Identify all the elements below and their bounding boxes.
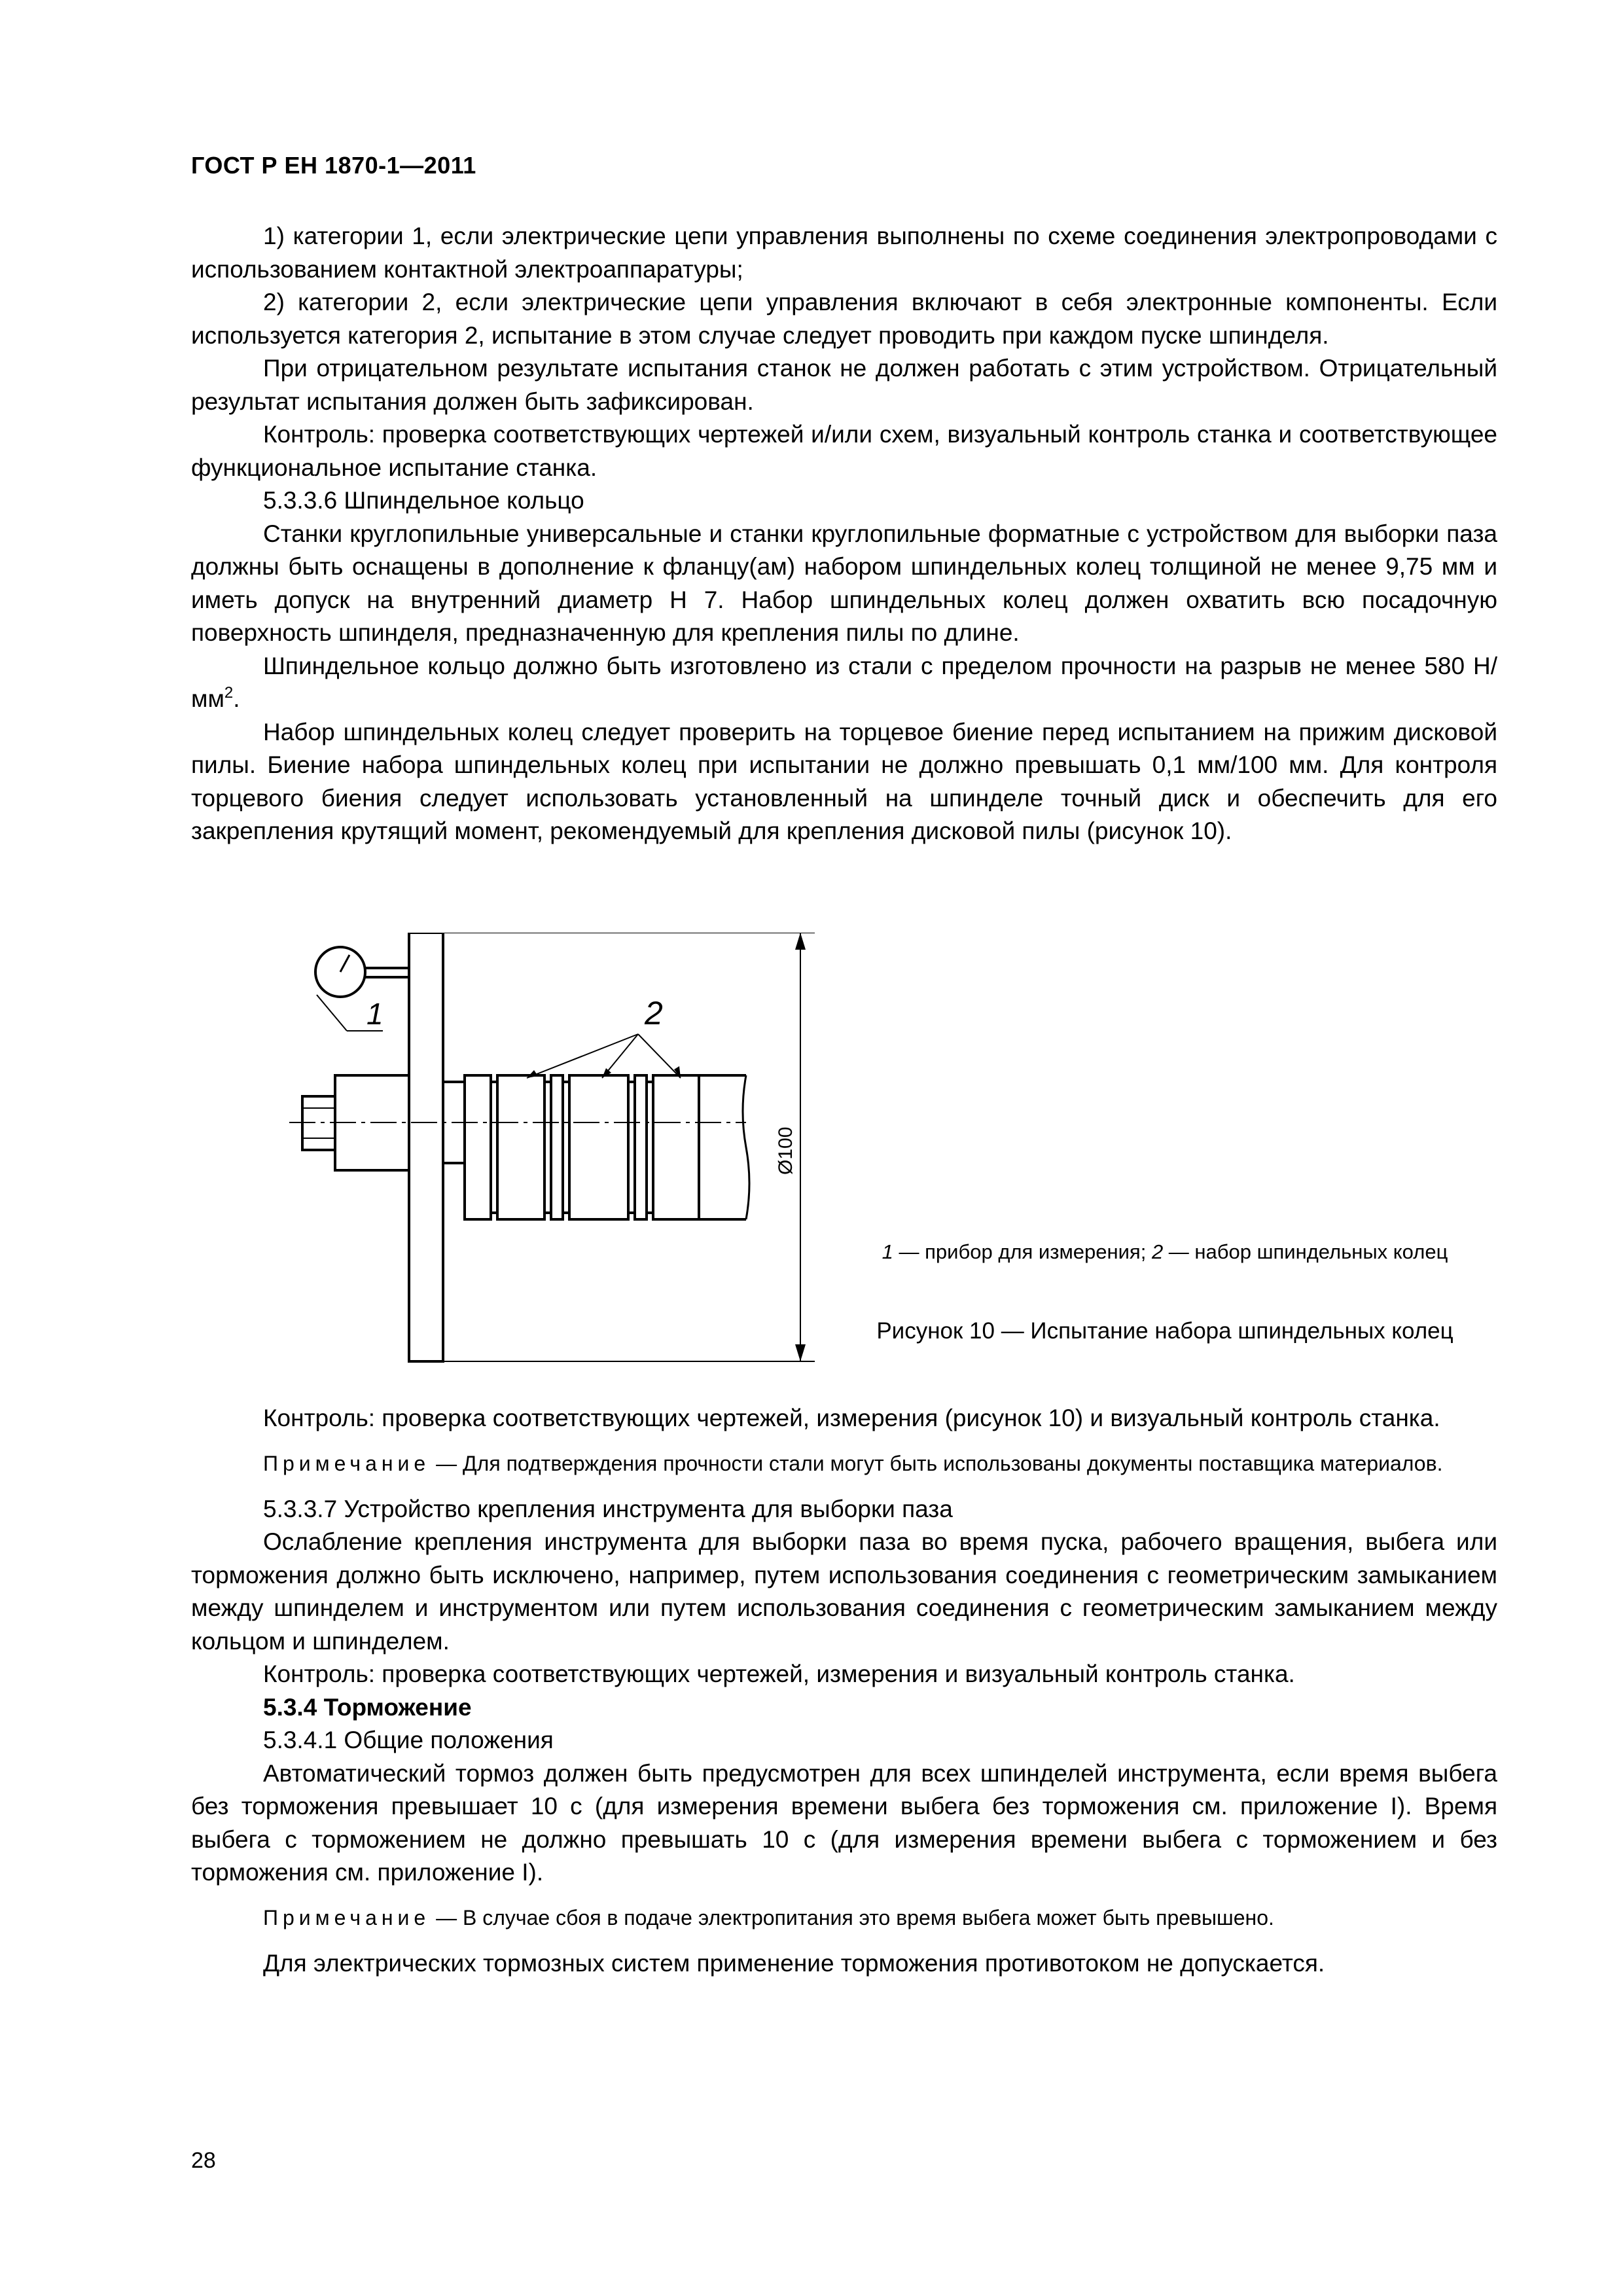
page-number: 28 [191,2148,216,2173]
heading-5-3-4: 5.3.4 Торможение [263,1693,472,1721]
figure-legend [870,1237,1459,1267]
legend-num-2: 2 [1151,1240,1164,1263]
superscript-2: 2 [224,684,234,702]
note-1-text: — Для подтверждения прочности стали могут быть использованы документы поставщика материалов. [430,1451,1443,1475]
note-2 [191,1903,1497,1933]
note-1-label: Примечание [263,1451,431,1475]
steel-strength-end: . [233,685,240,712]
figure-label-1: 1 [366,997,383,1031]
paragraph-control-3: Контроль: проверка соответствующих чертежей, измерения и визуальный контроль станка. [263,1660,1295,1687]
paragraph-category-2: 2) категории 2, если электрические цепи управления включают в себя электронные компоненты. Если используется категория 2, испытание в этом случае следует проводить при каждом пуске шпинделя. [191,289,1497,349]
spindle-ring-drawing [288,933,844,1384]
note-1 [191,1448,1497,1479]
page-header: ГОСТ Р ЕН 1870-1—2011 [191,152,476,179]
flange [409,933,443,1361]
steel-strength-text: Шпиндельное кольцо должно быть изготовлено из стали с пределом прочности на разрыв не менее 580 Н/мм [191,652,1497,712]
legend-text-1: — прибор для измерения; [893,1240,1152,1263]
paragraph-control-1: Контроль: проверка соответствующих чертежей и/или схем, визуальный контроль станка и соответствующее функциональное испытание станка. [191,421,1497,481]
heading-5-3-4-1: 5.3.4.1 Общие положения [263,1727,554,1753]
paragraph-runout-test: Набор шпиндельных колец следует проверить на торцевое биение перед испытанием на прижим дисковой пилы. Биение набора шпиндельных колец при испытании не должно превышать 0,1 мм/100 мм. Для контроля торцевого биения следует использовать установленный на шпинделе точный диск и обеспечить для его закрепления крутящий момент, рекомендуемый для крепления дисковой пилы (рисунок 10). [191,718,1497,844]
heading-5-3-3-6: 5.3.3.6 Шпиндельное кольцо [263,487,584,514]
paragraph-negative-result: При отрицательном результате испытания станок не должен работать с этим устройством. Отрицательный результат испытания должен быть зафиксирован. [191,355,1497,415]
paragraph-steel-strength [191,650,1497,716]
figure-10-drawing [288,933,844,1384]
paragraph-category-1: 1) категории 1, если электрические цепи управления выполнены по схеме соединения электропроводами с использованием контактной электроаппаратуры; [191,223,1497,283]
heading-5-3-3-7: 5.3.3.7 Устройство крепления инструмента для выборки паза [263,1495,953,1522]
legend-text-2: — набор шпиндельных колец [1163,1240,1448,1263]
paragraph-electric-brakes: Для электрических тормозных систем применение торможения противотоком не допускается. [263,1949,1325,1977]
paragraph-auto-brake: Автоматический тормоз должен быть предусмотрен для всех шпинделей инструмента, если время выбега без торможения превышает 10 с (для измерения времени выбега без торможения см. приложение I). Время выбега с торможением не должно превышать 10 с (для измерения времени выбега с торможением и без торможения см. приложение I). [191,1759,1497,1886]
figure-title: Рисунок 10 — Испытание набора шпиндельных колец [876,1318,1454,1344]
figure-label-2: 2 [645,995,663,1031]
note-2-label: Примечание [263,1905,431,1929]
dimension-label: Ø100 [775,1126,796,1175]
paragraph-tool-fixing: Ослабление крепления инструмента для выборки паза во время пуска, рабочего вращения, выбега или торможения должно быть исключено, например, путем использования соединения с геометрическим замыканием между шпинделем и инструментом или путем использования соединения с геометрическим замыканием между кольцом и шпинделем. [191,1528,1497,1655]
paragraph-spindle-ring: Станки круглопильные универсальные и станки круглопильные форматные с устройством для выборки паза должны быть оснащены в дополнение к фланцу(ам) набором шпиндельных колец толщиной не менее 9,75 мм и иметь допуск на внутренний диаметр Н 7. Набор шпиндельных колец должен охватить всю посадочную поверхность шпинделя, предназначенную для крепления пилы по длине. [191,520,1497,646]
paragraph-control-2: Контроль: проверка соответствующих чертежей, измерения (рисунок 10) и визуальный контроль станка. [263,1405,1440,1431]
section-top [191,220,1497,848]
section-bottom [191,1402,1497,1980]
note-2-text: — В случае сбоя в подаче электропитания это время выбега может быть превышено. [430,1905,1274,1929]
legend-num-1: 1 [882,1240,893,1263]
